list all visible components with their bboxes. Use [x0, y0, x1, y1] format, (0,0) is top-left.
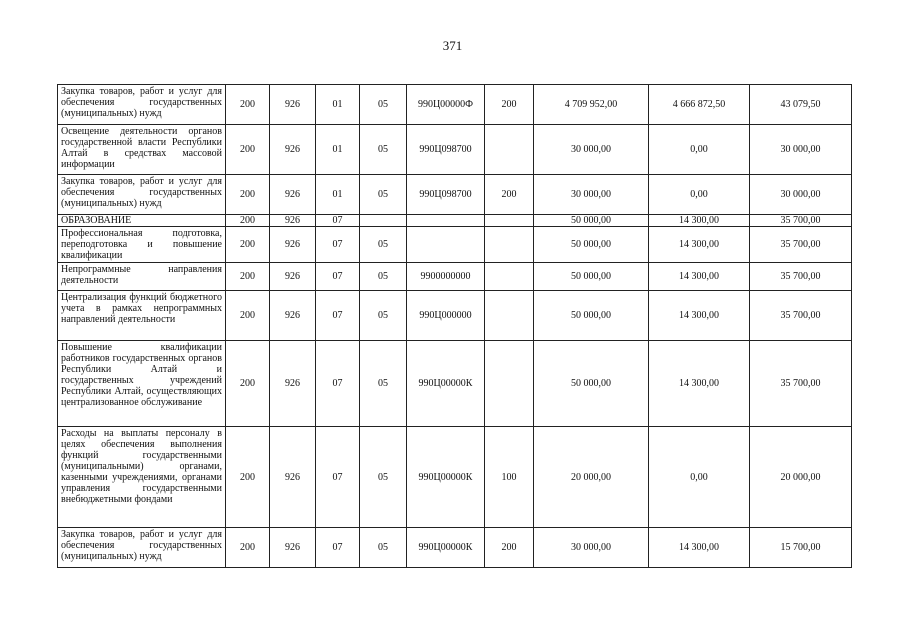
cell-c4: 05 — [360, 175, 407, 215]
cell-c5: 990Ц000000 — [407, 291, 485, 341]
table-row — [58, 341, 852, 427]
cell-c4: 05 — [360, 291, 407, 341]
cell-v2: 14 300,00 — [649, 528, 750, 568]
cell-c3: 01 — [316, 175, 360, 215]
cell-c4: 05 — [360, 528, 407, 568]
cell-v2: 14 300,00 — [649, 215, 750, 227]
cell-c5: 990Ц098700 — [407, 125, 485, 175]
budget-table — [57, 84, 852, 568]
cell-v1: 30 000,00 — [534, 528, 649, 568]
cell-c6: 200 — [485, 528, 534, 568]
cell-c5: 990Ц00000Ф — [407, 85, 485, 125]
table-row — [58, 85, 852, 125]
row-name-cell: ОБРАЗОВАНИЕ — [58, 215, 226, 227]
cell-c3: 07 — [316, 227, 360, 263]
cell-c3: 07 — [316, 427, 360, 528]
row-name-cell: Закупка товаров, работ и услуг для обеспечения государственных (муниципальных) нужд — [58, 85, 226, 125]
cell-c6 — [485, 125, 534, 175]
cell-v3: 35 700,00 — [750, 215, 852, 227]
cell-c1: 200 — [226, 227, 270, 263]
cell-v2: 14 300,00 — [649, 227, 750, 263]
table-row — [58, 175, 852, 215]
cell-c6: 200 — [485, 85, 534, 125]
cell-c6 — [485, 341, 534, 427]
cell-c5 — [407, 227, 485, 263]
cell-v3: 35 700,00 — [750, 341, 852, 427]
cell-v1: 30 000,00 — [534, 125, 649, 175]
table-row — [58, 528, 852, 568]
cell-c4: 05 — [360, 263, 407, 291]
cell-c1: 200 — [226, 528, 270, 568]
table-row — [58, 227, 852, 263]
cell-v3: 43 079,50 — [750, 85, 852, 125]
cell-c2: 926 — [270, 427, 316, 528]
cell-v1: 20 000,00 — [534, 427, 649, 528]
cell-c2: 926 — [270, 175, 316, 215]
cell-c1: 200 — [226, 175, 270, 215]
table-row — [58, 215, 852, 227]
cell-c1: 200 — [226, 85, 270, 125]
cell-v3: 20 000,00 — [750, 427, 852, 528]
row-name-cell: Непрограммные направления деятельности — [58, 263, 226, 291]
cell-c3: 01 — [316, 125, 360, 175]
cell-c5: 990Ц00000К — [407, 528, 485, 568]
cell-v1: 50 000,00 — [534, 263, 649, 291]
table-row — [58, 263, 852, 291]
cell-c4 — [360, 215, 407, 227]
cell-c4: 05 — [360, 427, 407, 528]
cell-c1: 200 — [226, 215, 270, 227]
cell-v3: 35 700,00 — [750, 263, 852, 291]
cell-v2: 14 300,00 — [649, 263, 750, 291]
cell-c5 — [407, 215, 485, 227]
cell-c2: 926 — [270, 291, 316, 341]
cell-c6 — [485, 291, 534, 341]
cell-c1: 200 — [226, 341, 270, 427]
cell-v1: 50 000,00 — [534, 227, 649, 263]
cell-c5: 990Ц00000К — [407, 427, 485, 528]
cell-c1: 200 — [226, 263, 270, 291]
cell-c2: 926 — [270, 85, 316, 125]
cell-c2: 926 — [270, 125, 316, 175]
cell-c6: 200 — [485, 175, 534, 215]
cell-c2: 926 — [270, 227, 316, 263]
cell-v3: 35 700,00 — [750, 227, 852, 263]
table-row — [58, 427, 852, 528]
cell-c6: 100 — [485, 427, 534, 528]
cell-v1: 50 000,00 — [534, 215, 649, 227]
cell-v3: 30 000,00 — [750, 175, 852, 215]
row-name-cell: Профессиональная подготовка, переподготовка и повышение квалификации — [58, 227, 226, 263]
cell-c3: 07 — [316, 215, 360, 227]
cell-c2: 926 — [270, 215, 316, 227]
row-name-cell: Повышение квалификации работников государственных органов Республики Алтай и государственных учреждений Республики Алтай, осуществляющих централизованное обслуживание — [58, 341, 226, 427]
cell-c5: 9900000000 — [407, 263, 485, 291]
cell-c3: 07 — [316, 263, 360, 291]
cell-c4: 05 — [360, 85, 407, 125]
cell-c2: 926 — [270, 528, 316, 568]
cell-v2: 0,00 — [649, 175, 750, 215]
cell-c3: 07 — [316, 291, 360, 341]
row-name-cell: Закупка товаров, работ и услуг для обеспечения государственных (муниципальных) нужд — [58, 528, 226, 568]
cell-c5: 990Ц00000К — [407, 341, 485, 427]
cell-c6 — [485, 227, 534, 263]
page-number: 371 — [442, 38, 463, 53]
cell-c2: 926 — [270, 263, 316, 291]
cell-c1: 200 — [226, 291, 270, 341]
cell-v1: 4 709 952,00 — [534, 85, 649, 125]
table-row — [58, 125, 852, 175]
cell-c3: 07 — [316, 528, 360, 568]
cell-v2: 14 300,00 — [649, 341, 750, 427]
cell-v1: 30 000,00 — [534, 175, 649, 215]
cell-c3: 01 — [316, 85, 360, 125]
cell-c1: 200 — [226, 125, 270, 175]
cell-v2: 4 666 872,50 — [649, 85, 750, 125]
cell-v2: 14 300,00 — [649, 291, 750, 341]
row-name-cell: Освещение деятельности органов государственной власти Республики Алтай в средствах массовой информации — [58, 125, 226, 175]
cell-c5: 990Ц098700 — [407, 175, 485, 215]
cell-c1: 200 — [226, 427, 270, 528]
cell-v2: 0,00 — [649, 427, 750, 528]
cell-v1: 50 000,00 — [534, 341, 649, 427]
cell-c4: 05 — [360, 227, 407, 263]
row-name-cell: Централизация функций бюджетного учета в рамках непрограммных направлений деятельности — [58, 291, 226, 341]
row-name-cell: Закупка товаров, работ и услуг для обеспечения государственных (муниципальных) нужд — [58, 175, 226, 215]
table-row — [58, 291, 852, 341]
cell-v2: 0,00 — [649, 125, 750, 175]
cell-c6 — [485, 215, 534, 227]
cell-c2: 926 — [270, 341, 316, 427]
cell-v3: 30 000,00 — [750, 125, 852, 175]
cell-v1: 50 000,00 — [534, 291, 649, 341]
cell-c4: 05 — [360, 125, 407, 175]
cell-v3: 35 700,00 — [750, 291, 852, 341]
cell-v3: 15 700,00 — [750, 528, 852, 568]
cell-c4: 05 — [360, 341, 407, 427]
cell-c6 — [485, 263, 534, 291]
row-name-cell: Расходы на выплаты персоналу в целях обеспечения выполнения функций государственными (муниципальными) органами, казенными учреждениями, органами управления государственными внебюджетными фондами — [58, 427, 226, 528]
cell-c3: 07 — [316, 341, 360, 427]
